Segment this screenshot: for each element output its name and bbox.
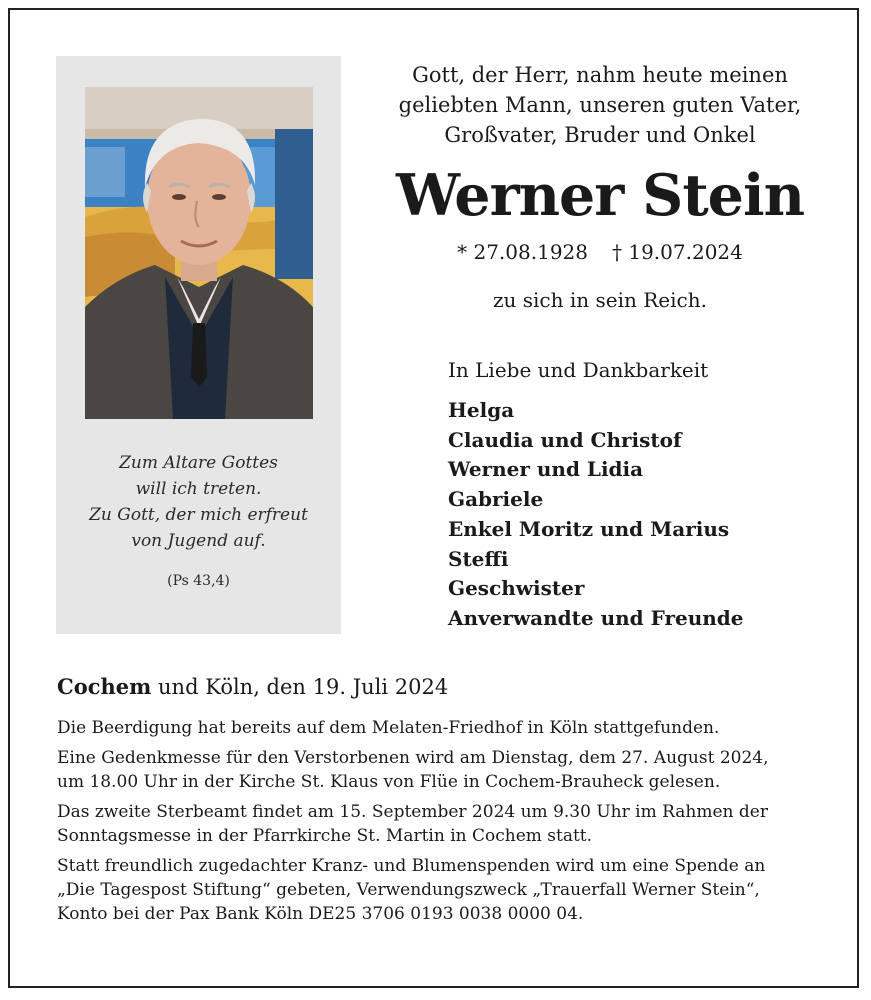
- birth-date: * 27.08.1928: [457, 240, 588, 264]
- detail-paragraph: [57, 800, 837, 848]
- mourner-name: Gabriele: [448, 487, 544, 512]
- detail-paragraph: [57, 854, 837, 926]
- mourner-name: Steffi: [448, 546, 509, 571]
- detail-line: Statt freundlich zugedachter Kranz- und Blumenspenden wird um eine Spende an: [57, 856, 766, 876]
- mourners-heading: In Liebe und Dankbarkeit: [448, 358, 709, 382]
- closing-line: zu sich in sein Reich.: [493, 288, 707, 312]
- death-date: † 19.07.2024: [612, 240, 743, 264]
- detail-line: Das zweite Sterbeamt findet am 15. September 2024 um 9.30 Uhr im Rahmen der: [57, 802, 768, 822]
- detail-paragraph: [57, 746, 837, 794]
- quote-line: von Jugend auf.: [131, 531, 266, 551]
- mourner-name: Helga: [448, 398, 515, 422]
- intro-line: geliebten Mann, unseren guten Vater,: [398, 93, 802, 117]
- mourner-name: Geschwister: [448, 576, 585, 601]
- place-name: Cochem: [57, 674, 152, 699]
- intro-line: Großvater, Bruder und Onkel: [444, 123, 756, 147]
- mourners-list: [448, 396, 744, 634]
- place-date-rest: und Köln, den 19. Juli 2024: [151, 675, 449, 699]
- deceased-name: Werner Stein: [395, 162, 805, 229]
- funeral-details: [57, 716, 837, 932]
- place-date-line: [57, 674, 448, 699]
- quote-line: will ich treten.: [135, 479, 262, 499]
- detail-line: Eine Gedenkmesse für den Verstorbenen wird am Dienstag, dem 27. August 2024,: [57, 748, 769, 768]
- quote-line: Zu Gott, der mich erfreut: [89, 505, 308, 525]
- intro-line: Gott, der Herr, nahm heute meinen: [412, 63, 788, 87]
- detail-line: „Die Tagespost Stiftung“ gebeten, Verwendungszweck „Trauerfall Werner Stein“,: [57, 880, 760, 900]
- detail-line: Sonntagsmesse in der Pfarrkirche St. Martin in Cochem statt.: [57, 826, 593, 846]
- mourner-name: Claudia und Christof: [448, 427, 682, 452]
- bible-quote: [56, 450, 341, 554]
- intro-text: [380, 60, 820, 150]
- detail-line: um 18.00 Uhr in der Kirche St. Klaus von Flüe in Cochem-Brauheck gelesen.: [57, 772, 721, 792]
- side-panel: [56, 56, 341, 634]
- quote-reference: (Ps 43,4): [167, 573, 230, 589]
- life-dates: [380, 240, 820, 264]
- mourner-name: Werner und Lidia: [448, 457, 644, 482]
- mourner-name: Anverwandte und Freunde: [448, 605, 744, 630]
- detail-line: Die Beerdigung hat bereits auf dem Melaten-Friedhof in Köln stattgefunden.: [57, 718, 720, 738]
- detail-paragraph: [57, 716, 837, 740]
- mourner-name: Enkel Moritz und Marius: [448, 516, 730, 541]
- quote-line: Zum Altare Gottes: [119, 453, 278, 473]
- portrait-photo: [85, 87, 313, 419]
- detail-line: Konto bei der Pax Bank Köln DE25 3706 0193 0038 0000 04.: [57, 904, 584, 924]
